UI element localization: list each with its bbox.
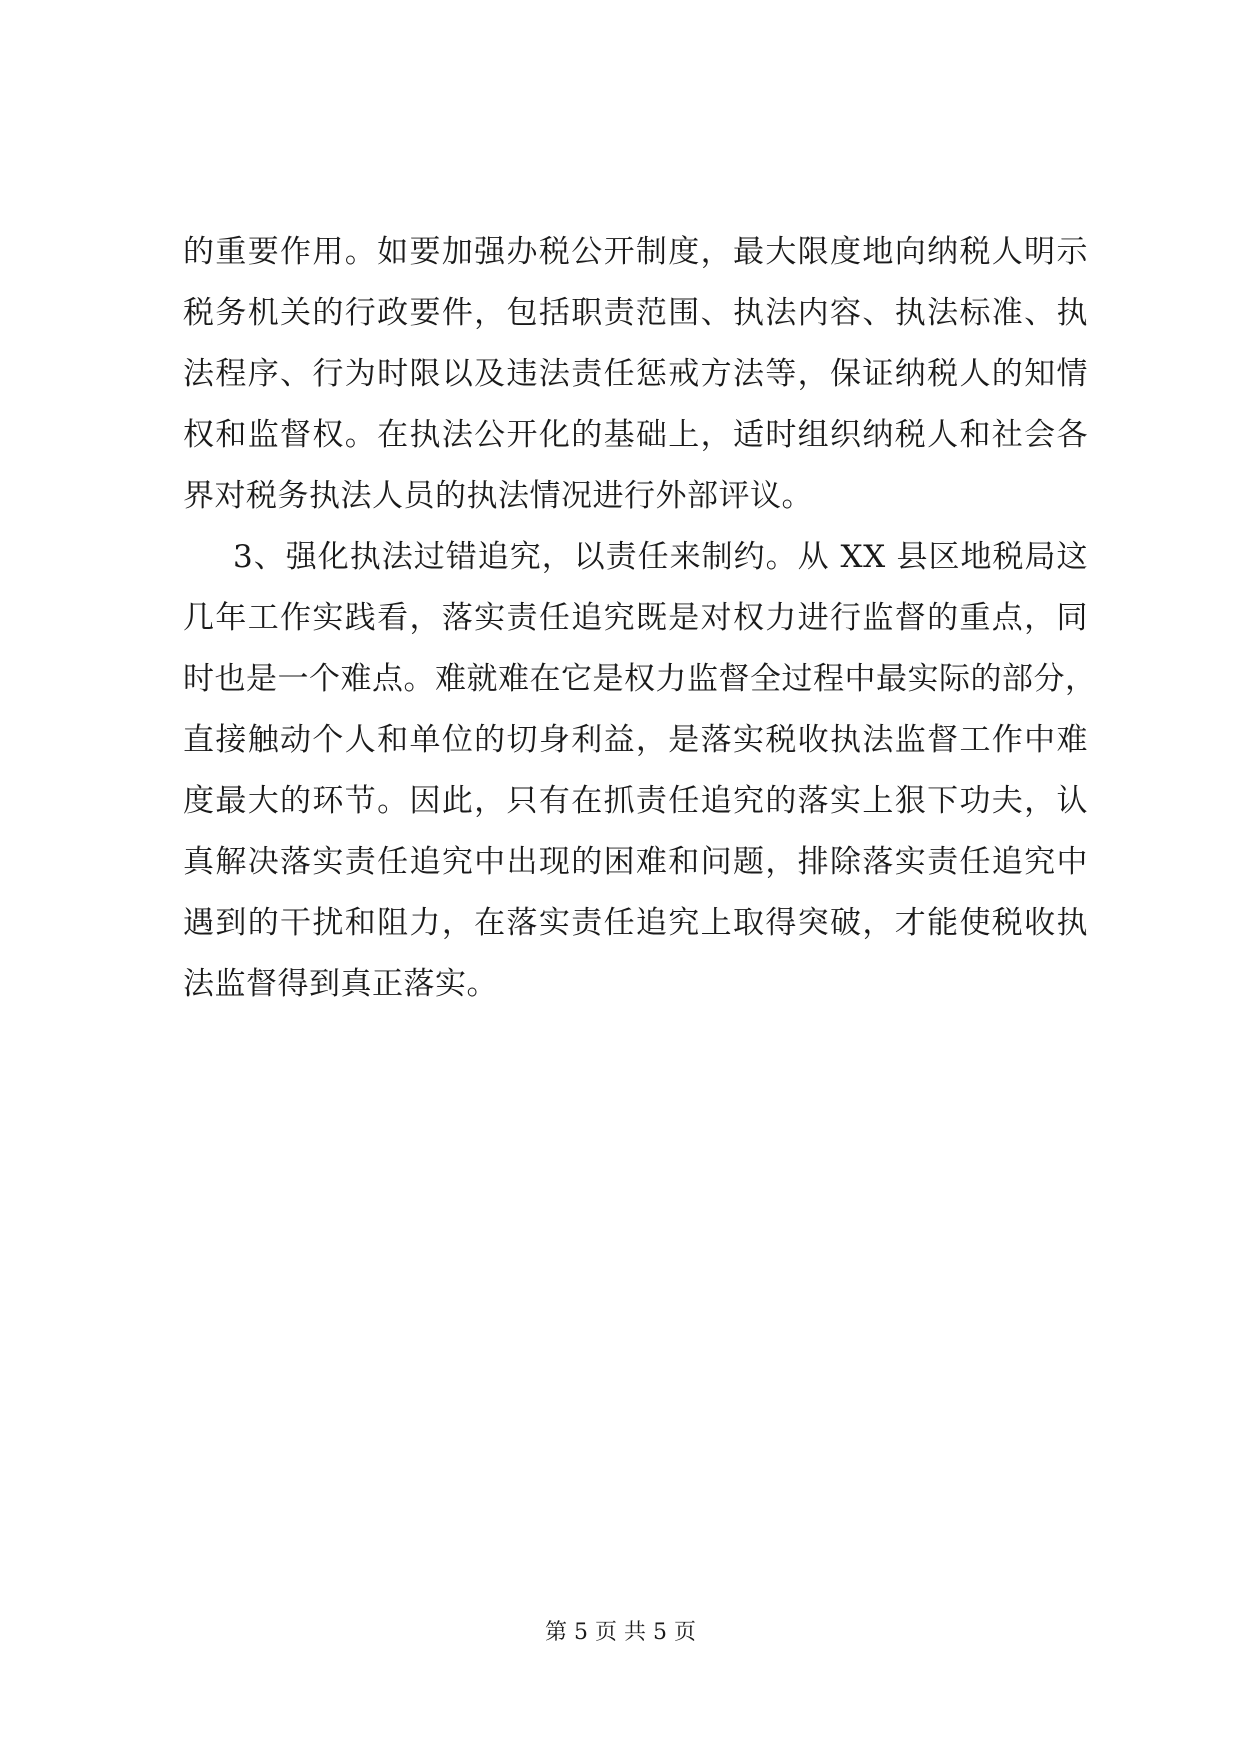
- text-line: 的重要作用。如要加强办税公开制度，最大限度地向纳税人明示: [183, 234, 1088, 270]
- text-line: 时也是一个难点。难就难在它是权力监督全过程中最实际的部分，: [183, 661, 1097, 697]
- text-line: 度最大的环节。因此，只有在抓责任追究的落实上狠下功夫，认: [183, 783, 1088, 819]
- text-line: 3、强化执法过错追究，以责任来制约。从 XX 县区地税局这: [233, 539, 1088, 575]
- text-line: 权和监督权。在执法公开化的基础上，适时组织纳税人和社会各: [183, 417, 1088, 453]
- paragraph-item-3: [183, 527, 1097, 1015]
- document-body: [183, 222, 1097, 1015]
- text-line: 界对税务执法人员的执法情况进行外部评议。: [183, 478, 813, 514]
- text-line: 法监督得到真正落实。: [183, 966, 498, 1002]
- text-line: 法程序、行为时限以及违法责任惩戒方法等，保证纳税人的知情: [183, 356, 1088, 392]
- text-line: 遇到的干扰和阻力，在落实责任追究上取得突破，才能使税收执: [183, 905, 1088, 941]
- page-footer: 第 5 页 共 5 页: [545, 1620, 696, 1645]
- text-line: 税务机关的行政要件，包括职责范围、执法内容、执法标准、执: [183, 295, 1088, 331]
- text-line: 真解决落实责任追究中出现的困难和问题，排除落实责任追究中: [183, 844, 1088, 880]
- text-line: 直接触动个人和单位的切身利益，是落实税收执法监督工作中难: [183, 722, 1088, 758]
- paragraph-continuation: [183, 222, 1088, 527]
- text-line: 几年工作实践看，落实责任追究既是对权力进行监督的重点，同: [183, 600, 1088, 636]
